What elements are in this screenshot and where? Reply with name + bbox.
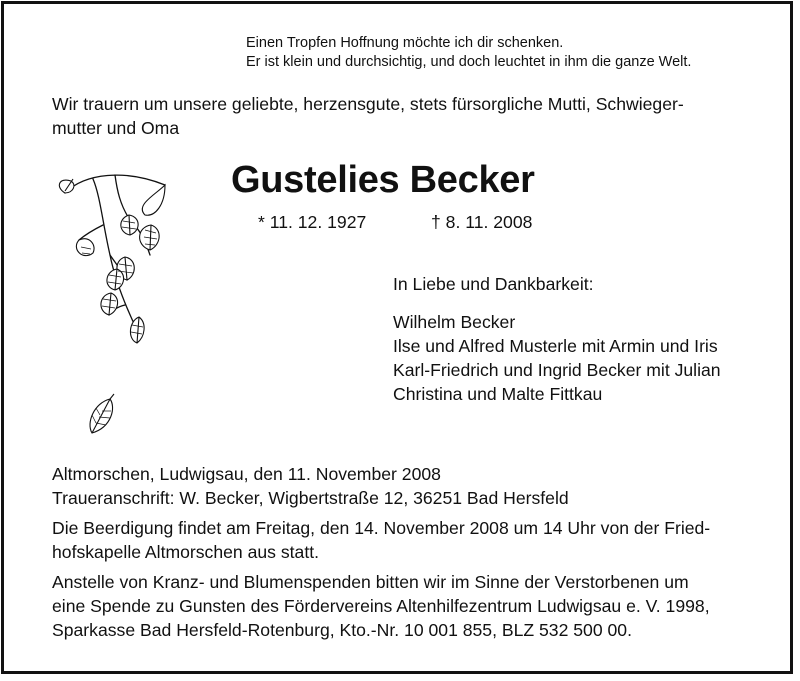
leaf [142, 185, 165, 215]
footer [52, 462, 752, 648]
family-member: Ilse und Alfred Musterle mit Armin und Iris [393, 336, 718, 356]
birth-date: * 11. 12. 1927 [258, 212, 367, 232]
family-member: Wilhelm Becker [393, 312, 516, 332]
funeral-notice [52, 516, 752, 564]
intro-line-1: Wir trauern um unsere geliebte, herzensgute, stets fürsorgliche Mutti, Schwieger- [52, 94, 684, 114]
quote-line-2: Er ist klein und durchsichtig, und doch leuchtet in ihm die ganze Welt. [246, 54, 692, 70]
funeral-line-1: Die Beerdigung findet am Freitag, den 14. November 2008 um 14 Uhr von der Fried- [52, 518, 711, 538]
birch-branch-icon [55, 165, 185, 345]
quote [246, 34, 691, 72]
death-date: † 8. 11. 2008 [431, 212, 533, 232]
donation-line-3: Sparkasse Bad Hersfeld-Rotenburg, Kto.-Nr. 10 001 855, BLZ 532 500 00. [52, 620, 632, 640]
thanks-heading: In Liebe und Dankbarkeit: [393, 274, 594, 294]
family-member: Karl-Friedrich und Ingrid Becker mit Julian [393, 360, 721, 380]
donation-line-2: eine Spende zu Gunsten des Fördervereins Altenhilfezentrum Ludwigsau e. V. 1998, [52, 596, 710, 616]
intro-line-2: mutter und Oma [52, 118, 180, 138]
place-date: Altmorschen, Ludwigsau, den 11. November 2008 [52, 464, 441, 484]
funeral-line-2: hofskapelle Altmorschen aus statt. [52, 542, 319, 562]
leaf [59, 180, 74, 193]
donation-line-1: Anstelle von Kranz- und Blumenspenden bitten wir im Sinne der Verstorbenen um [52, 572, 689, 592]
family-member: Christina und Malte Fittkau [393, 384, 603, 404]
intro-text [52, 92, 752, 140]
deceased-name: Gustelies Becker [231, 159, 535, 201]
quote-line-1: Einen Tropfen Hoffnung möchte ich dir schenken. [246, 35, 564, 51]
mourning-address: Traueranschrift: W. Becker, Wigbertstraße 12, 36251 Bad Hersfeld [52, 488, 569, 508]
falling-leaf-icon [86, 393, 120, 439]
place-and-address [52, 462, 752, 510]
family-list [393, 310, 721, 406]
donation-notice [52, 570, 752, 642]
